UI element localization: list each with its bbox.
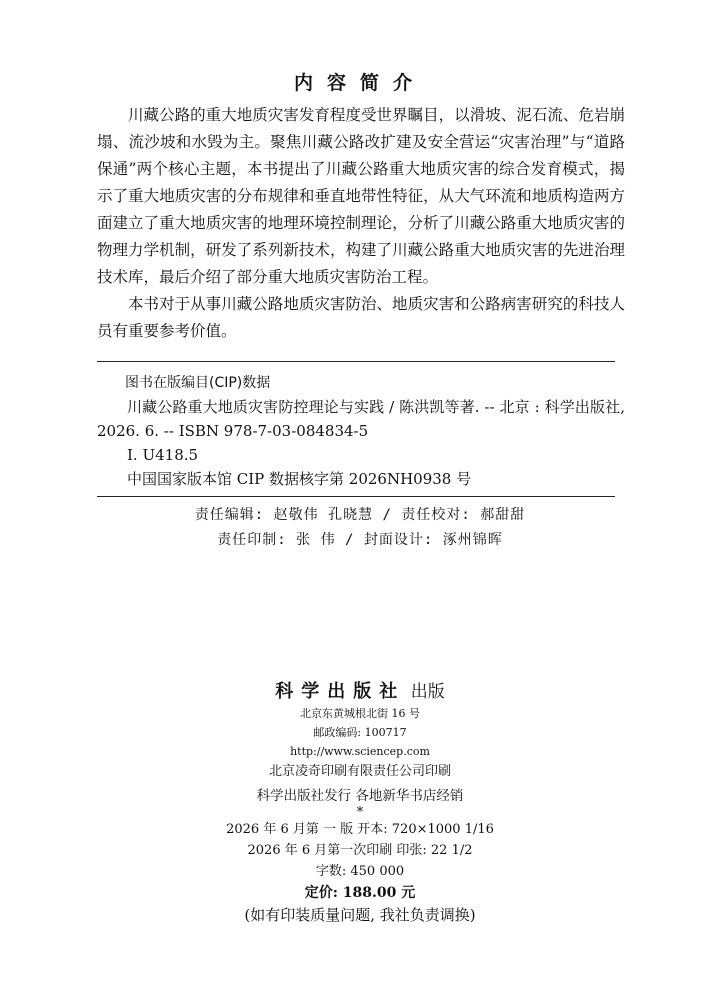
printer-line: 北京凌奇印刷有限责任公司印刷	[268, 764, 451, 779]
price-value: 188.00 元	[342, 885, 416, 901]
editors-line-2: 责任印制: 张 伟 / 封面设计: 涿州锦晖	[217, 532, 503, 548]
divider-bottom	[97, 496, 615, 497]
separator-star: *	[356, 805, 364, 820]
printing-line: 2026 年 6 月第一次印刷 印张: 22 1/2	[247, 843, 473, 858]
cip-entry: 川藏公路重大地质灾害防控理论与实践 / 陈洪凯等著. -- 北京 : 科学出版社, 2026. 6. -- ISBN 978-7-03-084834-5	[97, 398, 625, 440]
publisher-suffix: 出版	[410, 682, 445, 702]
cip-class-number: Ⅰ. U418.5	[127, 446, 199, 464]
cip-heading: 图书在版编目(CIP)数据	[125, 375, 271, 391]
summary-paragraph-2: 本书对于从事川藏公路地质灾害防治、地质灾害和公路病害研究的科技人员有重要参考价值。	[97, 295, 625, 340]
publisher-address: 北京东黄城根北街 16 号	[300, 707, 420, 720]
wordcount-line: 字数: 450 000	[315, 864, 405, 879]
cip-block	[97, 371, 625, 491]
price-label: 定价:	[304, 885, 343, 901]
summary-paragraph-1: 川藏公路的重大地质灾害发育程度受世界瞩目，以滑坡、泥石流、危岩崩塌、流沙坡和水毁为主。聚焦川藏公路改扩建及安全营运“灾害治理”与“道路保通”两个核心主题，本书提出了川藏公路重大地质灾害的综合发育模式，揭示了重大地质灾害的分布规律和垂直地带性特征，从大气环流和地质构造两方面建立了重大地质灾害的地理环境控制理论，分析了川藏公路重大地质灾害的物理力学机制，研发了系列新技术，构建了川藏公路重大地质灾害的先进治理技术库，最后介绍了部分重大地质灾害防治工程。	[97, 106, 625, 286]
summary-block	[97, 102, 625, 345]
publisher-line	[0, 680, 720, 704]
cip-approval-number: 中国国家版本馆 CIP 数据核字第 2026NH0938 号	[127, 470, 472, 488]
quality-note: (如有印装质量问题, 我社负责调换)	[244, 906, 476, 924]
section-title: 内容简介	[293, 72, 426, 94]
editors-block	[0, 503, 720, 553]
publisher-postcode: 邮政编码: 100717	[313, 726, 407, 739]
distribution-line: 科学出版社发行 各地新华书店经销	[256, 788, 464, 804]
publisher-name: 科学出版社	[275, 681, 406, 702]
publisher-website: http://www.sciencep.com	[290, 745, 430, 758]
editors-line-1: 责任编辑: 赵敬伟 孔晓慧 / 责任校对: 郝甜甜	[194, 507, 526, 523]
publisher-block	[0, 680, 720, 926]
edition-line: 2026 年 6 月第 一 版 开本: 720×1000 1/16	[226, 822, 494, 837]
price-line	[0, 882, 720, 904]
divider-top	[97, 361, 615, 362]
